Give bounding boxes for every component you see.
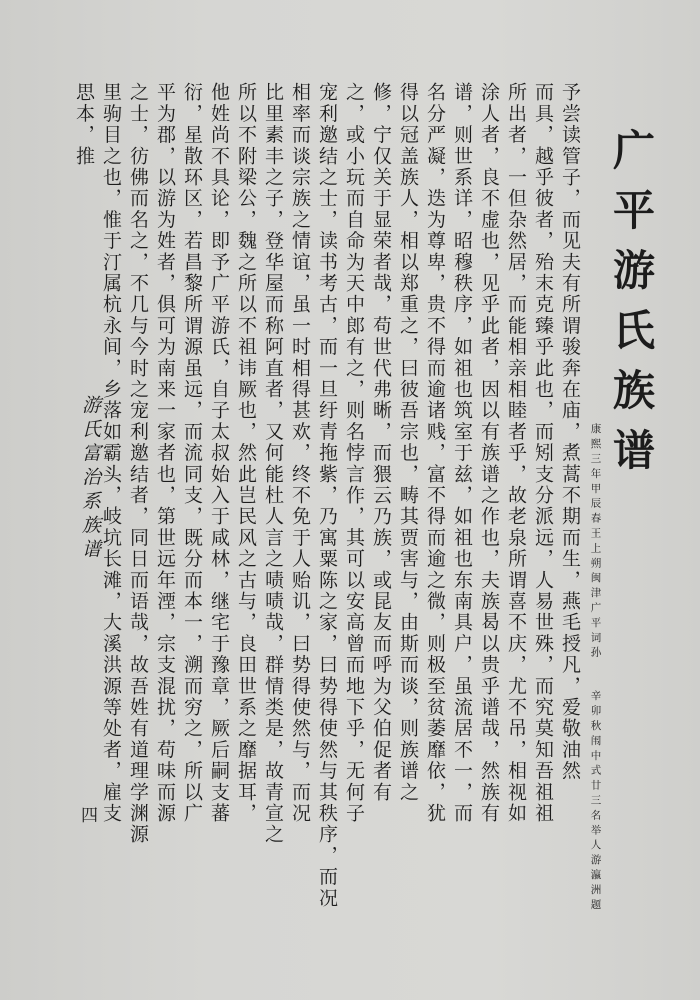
page-title: 广平游氏族谱 xyxy=(607,128,656,488)
body-column-2: 而具，越乎彼者，殆末克臻乎此也，而矧支分派远，人易世殊，而究莫知吾祖祖 xyxy=(532,82,554,824)
body-column-11: 相率而谈宗族之情谊，虽一时相得甚欢，终不免于人贻讥，曰势得使然与，而况 xyxy=(289,82,311,824)
body-column-5: 谱，则世系详，昭穆秩序，如祖也筑室于兹，如祖也东南具户，虽流居不一，而 xyxy=(451,82,473,824)
body-column-15: 衍，星散环区，若昌黎所谓源虽远，而流同支，既分而本一，溯而穷之，所以广 xyxy=(181,82,203,824)
body-column-14: 他姓尚不具论，即予广平游氏，自子太叔始入于咸林，继宅于豫章，厥后嗣支蕃 xyxy=(208,82,230,824)
body-column-19: 思本，推 xyxy=(73,82,95,167)
body-column-10: 宠利邀结之士，读书考古，而一旦纡青拖紫，乃寓粟陈之家，曰势得使然与其秩序，而况 xyxy=(316,82,338,909)
body-column-3: 所出者，一但杂然居，而能相亲相睦者乎，故老泉所谓喜不庆，尤不吊，相视如 xyxy=(505,82,527,824)
body-column-12: 比里素丰之子，登华屋而称阿直者，又何能杜人言之啧啧哉，群情类是，故青宣之 xyxy=(262,82,284,846)
body-column-18: 里驹目之也，惟于汀属杭永间，乡落如霸头，岐坑长滩，大溪洪源等处者，雇支 xyxy=(100,82,122,824)
body-column-4: 涂人者，良不虚也，见乎此者，因以有族谱之作也，夫族曷以贵乎谱哉，然族有 xyxy=(478,82,500,824)
body-column-8: 修，宁仅关于显荣者哉，苟世代弗晰，而猥云乃族，或昆友而呼为父伯促者有 xyxy=(370,82,392,803)
body-column-6: 名分严凝，迭为尊卑，贵不得而逾诸贱，富不得而逾之微，则极至贫萎靡依，犹 xyxy=(424,82,446,824)
body-column-13: 所以不附梁公，魏之所以不祖讳厥也，然此岂民风之古与，良田世系之靡据耳， xyxy=(235,82,257,824)
body-column-9: 之，或小玩而自命为天中郎有之，则名悖言作，其可以安高曾而地下乎，无何子 xyxy=(343,82,365,824)
subtitle-line-1: 康熙三年甲辰春王上朔闽津广平词孙 xyxy=(589,423,602,662)
body-column-1: 予尝读管子，而见夫有所谓骏奔在庙，煮蒿不期而生，燕毛授凡，爱敬油然 xyxy=(559,82,581,782)
body-column-17: 之士，彷佛而名之，不几与今时之宠利邀结者，同日而语哉，故吾姓有道理学渊源 xyxy=(127,82,149,846)
page-number: 四 xyxy=(77,806,97,823)
body-column-7: 得以冠盖族人，相以郑重之，曰彼吾宗也，畴其贾害与，由斯而谈，则族谱之 xyxy=(397,82,419,803)
body-column-16: 平为郡，以游为姓者，俱可为南来一家者也，第世远年湮，宗支混扰，苟味而源 xyxy=(154,82,176,824)
subtitle-line-2: 辛卯秋闱中式廿三名举人游瀛洲题 xyxy=(589,690,602,914)
running-head: 游氏富治系族谱 xyxy=(79,395,101,563)
